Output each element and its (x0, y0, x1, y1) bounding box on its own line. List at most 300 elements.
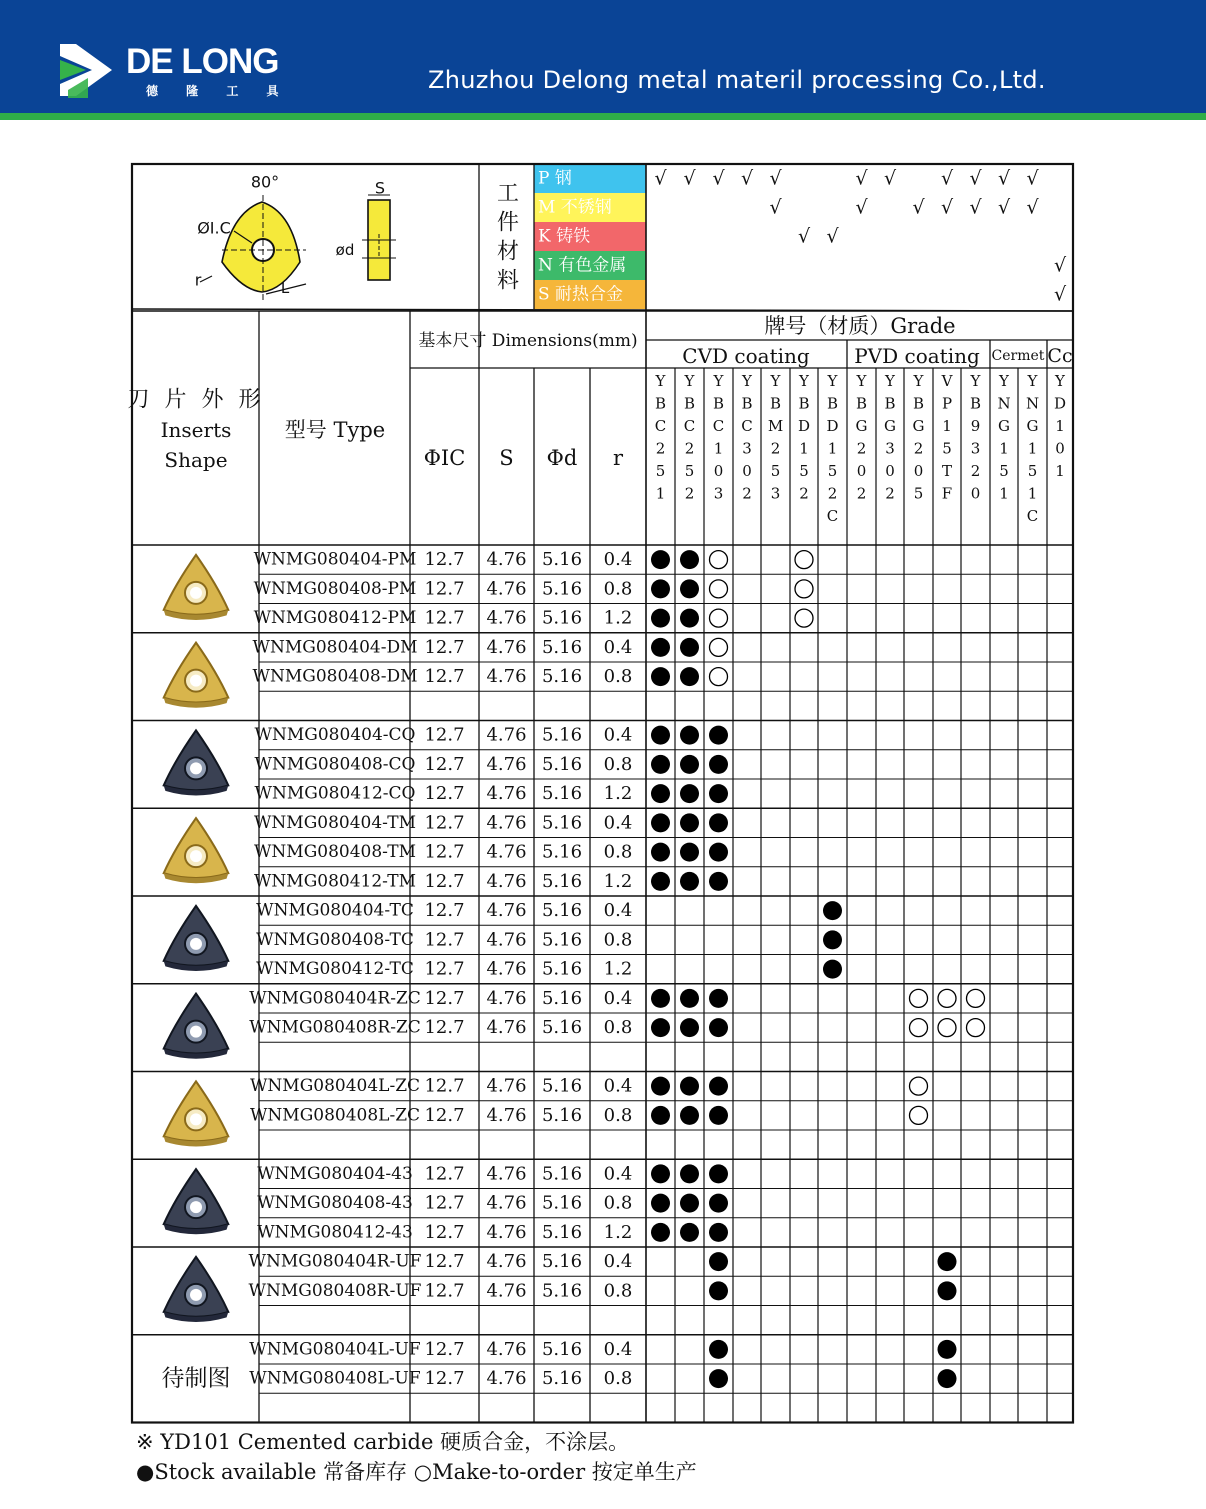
stock-dot (651, 609, 670, 628)
value-s: 4.76 (486, 812, 527, 834)
value-s: 4.76 (486, 870, 527, 892)
grade-char: M (767, 417, 784, 435)
value-ic: 12.7 (424, 1163, 465, 1185)
value-ic: 12.7 (424, 900, 465, 922)
grade-char: 0 (713, 462, 724, 480)
order-dot (795, 551, 813, 569)
stock-dot (709, 1281, 728, 1300)
product-type: WNMG080408-TM (253, 842, 417, 863)
material-label: P 钢 (538, 168, 572, 189)
shape-header: 刀 片 外 形 (127, 387, 265, 413)
product-type: WNMG080404R-UF (248, 1251, 422, 1272)
value-ic: 12.7 (424, 783, 465, 805)
check-mark: √ (769, 167, 782, 190)
grade-char: 5 (942, 439, 952, 458)
stock-dot (938, 1281, 957, 1300)
pending-shape-label: 待制图 (161, 1365, 231, 1392)
product-type: WNMG080404-TC (256, 900, 414, 921)
stock-dot (823, 901, 842, 920)
material-label: S 耐热合金 (538, 284, 624, 305)
stock-dot (680, 579, 699, 598)
grade-char: B (884, 394, 896, 413)
grade-char: G (1026, 417, 1039, 435)
order-dot (710, 609, 728, 627)
value-r: 0.4 (603, 1251, 633, 1273)
stock-dot (709, 1106, 728, 1125)
grade-char: Y (885, 372, 895, 390)
grade-char: 0 (913, 462, 924, 480)
value-r: 0.4 (603, 987, 633, 1009)
stock-dot (651, 755, 670, 774)
value-ic: 12.7 (424, 1075, 465, 1097)
shape-header: Shape (164, 448, 228, 472)
product-type: WNMG080404L-ZC (249, 1076, 421, 1097)
footnote-legend: ●Stock available 常备库存 ○Make-to-order 按定单生产 (136, 1460, 697, 1484)
value-r: 0.8 (603, 1104, 633, 1126)
insert-diagram (200, 195, 396, 300)
grade-char: Y (1027, 372, 1038, 390)
grade-char: Y (856, 372, 867, 390)
order-dot (967, 1019, 985, 1037)
grade-char: 3 (885, 439, 895, 458)
stock-dot (709, 1340, 728, 1359)
grade-char: B (798, 394, 810, 413)
workpiece-label: 工 (496, 181, 520, 207)
logo-text: DE LONG (126, 42, 279, 81)
value-r: 0.4 (603, 724, 633, 746)
value-d: 5.16 (541, 1280, 583, 1302)
grade-char: 2 (970, 462, 981, 480)
value-s: 4.76 (486, 1075, 527, 1097)
value-s: 4.76 (486, 1221, 527, 1243)
value-d: 5.16 (541, 958, 583, 980)
order-dot (910, 1106, 928, 1124)
stock-dot (651, 638, 670, 657)
check-mark: √ (969, 167, 982, 190)
grade-char: 3 (970, 439, 981, 458)
grade-char: F (941, 484, 953, 503)
grade-char: 1 (999, 484, 1009, 503)
grade-char: 3 (742, 439, 752, 458)
value-r: 0.8 (603, 1017, 633, 1039)
value-ic: 12.7 (424, 841, 465, 863)
dim-col-header: r (612, 446, 624, 470)
check-mark: √ (912, 196, 925, 219)
value-r: 1.2 (603, 1221, 633, 1243)
check-mark: √ (883, 167, 897, 190)
stock-dot (680, 550, 699, 569)
angle-label: 80° (250, 172, 280, 192)
grade-char: T (941, 462, 953, 480)
value-s: 4.76 (486, 666, 527, 688)
grade-char: 0 (885, 462, 895, 480)
stock-dot (709, 1018, 728, 1037)
grade-char: G (912, 417, 925, 435)
order-dot (938, 989, 956, 1007)
product-type: WNMG080408R-UF (248, 1280, 422, 1301)
grade-char: B (969, 394, 982, 413)
value-d: 5.16 (541, 900, 583, 922)
value-d: 5.16 (541, 841, 583, 863)
value-r: 0.4 (603, 1163, 633, 1185)
grade-char: 1 (942, 417, 952, 435)
product-type: WNMG080412-TM (253, 871, 417, 892)
value-s: 4.76 (486, 1280, 527, 1302)
value-ic: 12.7 (424, 987, 465, 1009)
value-r: 0.8 (603, 1280, 633, 1302)
stock-dot (651, 843, 670, 862)
value-s: 4.76 (486, 987, 527, 1009)
stock-dot (709, 843, 728, 862)
grade-char: 2 (856, 484, 867, 503)
grade-char: B (769, 394, 782, 413)
value-ic: 12.7 (424, 1368, 465, 1390)
check-mark: √ (769, 196, 782, 219)
stock-dot (680, 843, 699, 862)
grade-char: G (998, 417, 1010, 435)
value-d: 5.16 (541, 1104, 583, 1126)
product-type: WNMG080408L-ZC (249, 1105, 421, 1126)
check-mark: √ (712, 167, 725, 190)
stock-dot (651, 989, 670, 1008)
grade-char: 5 (1027, 462, 1038, 480)
value-d: 5.16 (541, 666, 583, 688)
check-mark: √ (940, 167, 954, 190)
value-r: 0.8 (603, 666, 633, 688)
value-d: 5.16 (541, 870, 583, 892)
value-d: 5.16 (541, 753, 583, 775)
order-dot (967, 989, 985, 1007)
value-r: 0.8 (603, 929, 633, 951)
check-mark: √ (797, 225, 811, 248)
value-s: 4.76 (486, 900, 527, 922)
value-s: 4.76 (486, 1338, 527, 1360)
grade-char: 5 (770, 462, 781, 480)
value-ic: 12.7 (424, 578, 465, 600)
value-r: 0.4 (603, 900, 633, 922)
value-r: 0.8 (603, 1368, 633, 1390)
value-s: 4.76 (486, 1163, 527, 1185)
workpiece-label: 材 (496, 239, 520, 265)
value-s: 4.76 (486, 753, 527, 775)
insert-shape-gold-dm (164, 643, 229, 708)
order-dot (710, 668, 728, 686)
value-d: 5.16 (541, 1163, 583, 1185)
stock-dot (680, 989, 699, 1008)
check-mark: √ (1053, 254, 1067, 277)
grade-char: Y (970, 372, 981, 390)
dim-col-header: Φd (546, 446, 578, 470)
value-s: 4.76 (486, 549, 527, 571)
value-ic: 12.7 (424, 753, 465, 775)
stock-dot (709, 872, 728, 891)
stock-dot (680, 726, 699, 745)
grade-char: V (941, 372, 953, 390)
grade-char: Y (684, 372, 695, 390)
stock-dot (680, 1106, 699, 1125)
value-ic: 12.7 (424, 1192, 465, 1214)
value-r: 0.8 (603, 841, 633, 863)
value-r: 1.2 (603, 870, 633, 892)
grade-char: Y (770, 372, 781, 390)
company-name: Zhuzhou Delong metal materil processing Co.,Ltd. (428, 66, 1046, 94)
grade-char: N (1025, 394, 1040, 413)
grade-char: Y (742, 372, 752, 390)
stock-dot (709, 1223, 728, 1242)
grade-char: P (941, 394, 953, 413)
product-type: WNMG080412-43 (257, 1222, 413, 1243)
value-s: 4.76 (486, 578, 527, 600)
cc-header: Cc (1047, 345, 1073, 367)
material-label: K 铸铁 (538, 226, 591, 247)
order-dot (710, 580, 728, 598)
value-r: 0.4 (603, 1338, 633, 1360)
value-s: 4.76 (486, 724, 527, 746)
grade-char: 5 (999, 462, 1009, 480)
value-ic: 12.7 (424, 1104, 465, 1126)
grade-char: 1 (713, 439, 724, 458)
value-ic: 12.7 (424, 870, 465, 892)
grade-char: B (855, 394, 868, 413)
value-ic: 12.7 (424, 958, 465, 980)
grade-char: 1 (799, 439, 809, 458)
stock-dot (709, 1164, 728, 1183)
value-s: 4.76 (486, 783, 527, 805)
grade-char: 2 (684, 439, 695, 458)
stock-dot (823, 930, 842, 949)
check-mark: √ (654, 167, 667, 190)
grade-char: B (712, 394, 725, 413)
value-d: 5.16 (541, 1368, 583, 1390)
stock-dot (651, 1223, 670, 1242)
material-label: N 有色金属 (538, 255, 627, 276)
hole-label: ød (335, 241, 355, 259)
value-d: 5.16 (541, 812, 583, 834)
grade-char: C (1026, 507, 1039, 525)
value-s: 4.76 (486, 841, 527, 863)
grade-char: 1 (999, 439, 1009, 458)
value-s: 4.76 (486, 1104, 527, 1126)
stock-dot (651, 667, 670, 686)
stock-dot (680, 813, 699, 832)
check-mark: √ (1053, 283, 1067, 306)
value-d: 5.16 (541, 1338, 583, 1360)
grade-char: 0 (856, 462, 867, 480)
check-mark: √ (683, 167, 696, 190)
material-label: M 不锈钢 (538, 197, 612, 218)
stock-dot (651, 726, 670, 745)
grade-char: C (654, 417, 667, 435)
stock-dot (680, 1194, 699, 1213)
grade-char: C (741, 417, 753, 435)
value-r: 0.4 (603, 636, 633, 658)
grade-char: B (654, 394, 667, 413)
grade-char: 1 (1027, 439, 1038, 458)
check-mark: √ (826, 225, 839, 248)
product-type: WNMG080408-TC (256, 929, 414, 950)
ic-label: ØI.C (197, 218, 231, 238)
grade-char: 1 (1055, 417, 1065, 435)
value-ic: 12.7 (424, 724, 465, 746)
stock-dot (823, 960, 842, 979)
grade-char: Y (713, 372, 724, 390)
stock-dot (680, 1018, 699, 1037)
grade-char: B (683, 394, 696, 413)
stock-dot (680, 609, 699, 628)
grade-char: Y (799, 372, 809, 390)
grade-char: D (797, 417, 811, 435)
stock-dot (651, 1018, 670, 1037)
grade-char: Y (1055, 372, 1065, 390)
grade-char: 5 (655, 462, 666, 480)
product-type: WNMG080404-PM (253, 549, 417, 570)
stock-dot (651, 784, 670, 803)
value-d: 5.16 (541, 607, 583, 629)
grade-char: Y (827, 372, 838, 390)
order-dot (910, 1019, 928, 1037)
stock-dot (651, 550, 670, 569)
product-type: WNMG080412-PM (253, 608, 417, 629)
grade-char: 5 (799, 462, 809, 480)
check-mark: √ (855, 196, 868, 219)
product-type: WNMG080404-TM (253, 812, 417, 833)
dimensions-header: 基本尺寸 Dimensions(mm) (418, 331, 638, 351)
value-r: 0.8 (603, 753, 633, 775)
value-s: 4.76 (486, 929, 527, 951)
dim-col-header: ΦIC (423, 446, 466, 470)
grade-char: 5 (827, 462, 838, 480)
cvd-header: CVD coating (682, 344, 810, 368)
grade-char: 2 (655, 439, 666, 458)
shape-header: Inserts (160, 418, 232, 442)
stock-dot (651, 1106, 670, 1125)
check-mark: √ (740, 167, 754, 190)
stock-dot (709, 784, 728, 803)
value-d: 5.16 (541, 1192, 583, 1214)
workpiece-label: 料 (496, 268, 520, 294)
product-type: WNMG080408-CQ (254, 754, 416, 775)
stock-dot (709, 726, 728, 745)
stock-dot (651, 813, 670, 832)
value-ic: 12.7 (424, 812, 465, 834)
value-ic: 12.7 (424, 1338, 465, 1360)
grade-char: 1 (1027, 484, 1038, 503)
insert-shape-dark-43 (164, 1169, 229, 1234)
value-d: 5.16 (541, 1017, 583, 1039)
value-r: 0.4 (603, 549, 633, 571)
value-s: 4.76 (486, 1251, 527, 1273)
grade-char: 0 (970, 484, 981, 503)
value-d: 5.16 (541, 549, 583, 571)
stock-dot (680, 1164, 699, 1183)
grade-char: 3 (713, 484, 724, 503)
grade-char: C (683, 417, 696, 435)
check-mark: √ (855, 167, 868, 190)
grade-char: 2 (770, 439, 781, 458)
grade-char: 5 (684, 462, 695, 480)
stock-dot (709, 1194, 728, 1213)
grade-char: B (741, 394, 753, 413)
grade-char: 1 (655, 484, 666, 503)
grade-char: C (712, 417, 725, 435)
grade-header: 牌号（材质）Grade (764, 314, 956, 338)
value-r: 1.2 (603, 607, 633, 629)
stock-dot (938, 1340, 957, 1359)
value-ic: 12.7 (424, 929, 465, 951)
value-r: 0.4 (603, 1075, 633, 1097)
insert-shape-gold-lzc (164, 1081, 229, 1146)
value-s: 4.76 (486, 636, 527, 658)
stock-dot (709, 1252, 728, 1271)
value-s: 4.76 (486, 607, 527, 629)
value-d: 5.16 (541, 636, 583, 658)
value-d: 5.16 (541, 783, 583, 805)
grade-char: D (1053, 394, 1067, 413)
check-mark: √ (997, 167, 1011, 190)
grade-char: 2 (799, 484, 809, 503)
type-header: 型号 Type (284, 418, 386, 442)
stock-dot (680, 872, 699, 891)
stock-dot (709, 1369, 728, 1388)
check-mark: √ (969, 196, 982, 219)
insert-shape-dark-cq (164, 730, 229, 795)
dim-col-header: S (499, 446, 514, 470)
workpiece-label: 件 (496, 210, 520, 236)
grade-char: 2 (885, 484, 895, 503)
stock-dot (680, 755, 699, 774)
insert-shape-dark-ruf (164, 1257, 229, 1322)
stock-dot (709, 813, 728, 832)
value-d: 5.16 (541, 578, 583, 600)
grade-char: B (826, 394, 839, 413)
insert-shape-gold-tm (164, 818, 229, 883)
product-type: WNMG080408R-ZC (249, 1017, 421, 1038)
order-dot (710, 551, 728, 569)
grade-char: 0 (742, 462, 752, 480)
order-dot (710, 638, 728, 656)
order-dot (795, 609, 813, 627)
value-r: 1.2 (603, 783, 633, 805)
stock-dot (709, 1077, 728, 1096)
value-r: 0.8 (603, 578, 633, 600)
grade-char: G (884, 417, 896, 435)
stock-dot (680, 667, 699, 686)
r-label: r (194, 270, 202, 290)
thickness-label: S (374, 178, 386, 198)
grade-char: 2 (827, 484, 838, 503)
stock-dot (651, 579, 670, 598)
stock-dot (651, 1194, 670, 1213)
value-d: 5.16 (541, 987, 583, 1009)
value-d: 5.16 (541, 1075, 583, 1097)
cermet-header: Cermet (991, 348, 1045, 364)
product-type: WNMG080408-PM (253, 578, 417, 599)
value-d: 5.16 (541, 1221, 583, 1243)
value-s: 4.76 (486, 958, 527, 980)
stock-dot (938, 1369, 957, 1388)
value-ic: 12.7 (424, 636, 465, 658)
footnote-yd101: ※ YD101 Cemented carbide 硬质合金，不涂层。 (136, 1430, 630, 1454)
stock-dot (938, 1252, 957, 1271)
value-d: 5.16 (541, 1251, 583, 1273)
value-ic: 12.7 (424, 1251, 465, 1273)
order-dot (910, 1077, 928, 1095)
stock-dot (651, 1077, 670, 1096)
value-r: 0.8 (603, 1192, 633, 1214)
pvd-header: PVD coating (854, 344, 980, 368)
order-dot (795, 580, 813, 598)
grade-char: 9 (970, 417, 981, 435)
